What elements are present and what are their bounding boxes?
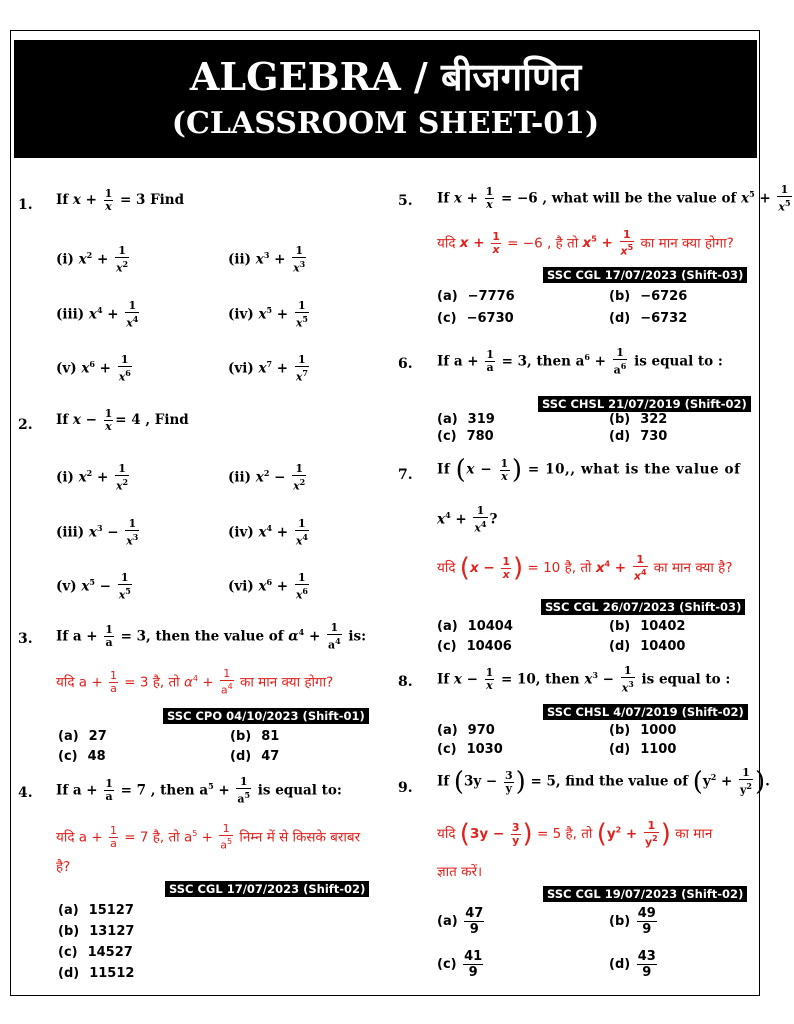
q1-part-i: (i) $x^2$ + $\frac{1}{x^2}$ (56, 244, 129, 275)
q7-option-d[interactable]: (d) 10400 (609, 639, 686, 654)
q8-exam-tag: SSC CHSL 4/07/2019 (Shift-02) (543, 704, 748, 720)
q6-number: 6. (398, 356, 413, 372)
q2-part-iii: (iii) $x^3$ − $\frac{1}{x^3}$ (56, 517, 139, 548)
q7-text-cont: $x^4$ + $\frac{1}{x^4}$ ? (437, 504, 498, 535)
q4-hindi: यदि a + $\frac{1}{a}$ = 7 है, तो $a^5$ + $\frac{1}{a^5}$ निम्न में से किसके बराबर (56, 822, 361, 852)
q9-option-d[interactable]: (d) $\frac{43}{9}$ (609, 949, 656, 980)
q7-option-a[interactable]: (a) 10404 (437, 619, 513, 634)
q3-option-d[interactable]: (d) 47 (230, 749, 280, 764)
q2-part-i: (i) $x^2$ + $\frac{1}{x^2}$ (56, 462, 129, 493)
q3-text: If a + $\frac{1}{a}$ = 3, then the value of $\alpha^4$ + $\frac{1}{a^4}$ is: (56, 621, 367, 652)
q5-text: If x + $\frac{1}{x}$ = −6 , what will be the value of $x^5$ + $\frac{1}{x^5}$ (437, 183, 791, 214)
q9-text: If (3y − $\frac{3}{y}$ ) = 5, find the value of ($y^2$ + $\frac{1}{y^2}$ ). (437, 766, 770, 797)
q1-part-vi: (vi) $x^7$ + $\frac{1}{x^7}$ (228, 353, 308, 384)
q2-part-iv: (iv) $x^4$ + $\frac{1}{x^4}$ (228, 517, 308, 548)
q8-option-c[interactable]: (c) 1030 (437, 742, 503, 757)
q7-number: 7. (398, 467, 413, 483)
q1-part-iv: (iv) $x^5$ + $\frac{1}{x^5}$ (228, 299, 308, 330)
q1-text: If x + $\frac{1}{x}$ = 3 Find (56, 187, 185, 213)
q4-option-b[interactable]: (b) 13127 (58, 924, 135, 939)
q7-option-b[interactable]: (b) 10402 (609, 619, 686, 634)
sheet-header (14, 40, 757, 158)
q8-option-b[interactable]: (b) 1000 (609, 723, 677, 738)
q3-option-a[interactable]: (a) 27 (58, 729, 107, 744)
q7-exam-tag: SSC CGL 26/07/2023 (Shift-03) (541, 599, 745, 615)
q3-option-b[interactable]: (b) 81 (230, 729, 280, 744)
q5-option-a[interactable]: (a) −7776 (437, 289, 515, 304)
q4-option-a[interactable]: (a) 15127 (58, 903, 134, 918)
q2-part-ii: (ii) $x^2$ − $\frac{1}{x^2}$ (228, 462, 306, 493)
q1-number: 1. (18, 197, 33, 213)
q7-hindi: यदि (x − $\frac{1}{x}$ ) = 10 है, तो $x^4$ + $\frac{1}{x^4}$ का मान क्या है? (437, 552, 733, 583)
q1-part-iii: (iii) $x^4$ + $\frac{1}{x^4}$ (56, 299, 139, 330)
page-subtitle: (CLASSROOM SHEET-01) (171, 106, 600, 141)
q9-exam-tag: SSC CGL 19/07/2023 (Shift-02) (543, 886, 747, 902)
q9-number: 9. (398, 780, 413, 796)
q4-text: If a + $\frac{1}{a}$ = 7 , then $a^5$ + $\frac{1}{a^5}$ is equal to: (56, 775, 342, 806)
q5-option-c[interactable]: (c) −6730 (437, 311, 514, 326)
q5-number: 5. (398, 193, 413, 209)
q8-option-a[interactable]: (a) 970 (437, 723, 495, 738)
q9-option-b[interactable]: (b) $\frac{49}{9}$ (609, 906, 656, 937)
q2-part-v: (v) $x^5$ − $\frac{1}{x^5}$ (56, 571, 131, 602)
q8-number: 8. (398, 674, 413, 690)
q2-text: If x − $\frac{1}{x}$ = 4 , Find (56, 407, 189, 433)
q3-hindi: यदि a + $\frac{1}{a}$ = 3 है, तो $\alpha^4$ + $\frac{1}{a^4}$ का मान क्या होगा? (56, 667, 334, 697)
q7-option-c[interactable]: (c) 10406 (437, 639, 512, 654)
q4-exam-tag: SSC CGL 17/07/2023 (Shift-02) (165, 881, 369, 897)
q9-option-a[interactable]: (a) $\frac{47}{9}$ (437, 906, 484, 937)
q9-hindi-cont: ज्ञात करें। (437, 864, 483, 880)
q6-text: If a + $\frac{1}{a}$ = 3, then $a^6$ + $\frac{1}{a^6}$ is equal to : (437, 346, 723, 377)
q3-number: 3. (18, 631, 33, 647)
q4-hindi-cont: है? (56, 859, 71, 875)
q4-option-d[interactable]: (d) 11512 (58, 966, 135, 981)
q6-option-a[interactable]: (a) 319 (437, 412, 495, 427)
q5-exam-tag: SSC CGL 17/07/2023 (Shift-03) (543, 267, 747, 283)
q2-part-vi: (vi) $x^6$ + $\frac{1}{x^6}$ (228, 571, 308, 602)
q5-option-b[interactable]: (b) −6726 (609, 289, 688, 304)
q5-option-d[interactable]: (d) −6732 (609, 311, 688, 326)
q4-option-c[interactable]: (c) 14527 (58, 945, 133, 960)
q3-option-c[interactable]: (c) 48 (58, 749, 106, 764)
page-title: ALGEBRA / बीजगणित (189, 54, 582, 99)
q7-text: If (x − $\frac{1}{x}$ ) = 10,, what is the value of (437, 455, 741, 485)
q6-option-c[interactable]: (c) 780 (437, 429, 494, 444)
q2-number: 2. (18, 417, 33, 433)
q4-number: 4. (18, 785, 33, 801)
q6-exam-tag: SSC CHSL 21/07/2019 (Shift-02) (538, 396, 751, 412)
q9-option-c[interactable]: (c) $\frac{41}{9}$ (437, 949, 483, 980)
q6-option-b[interactable]: (b) 322 (609, 412, 668, 427)
q8-option-d[interactable]: (d) 1100 (609, 742, 677, 757)
q5-hindi: यदि x + $\frac{1}{x}$ = −6 , है तो $x^5$ + $\frac{1}{x^5}$ का मान क्या होगा? (437, 228, 734, 258)
q1-part-v: (v) $x^6$ + $\frac{1}{x^6}$ (56, 353, 131, 384)
q9-hindi: यदि (3y − $\frac{3}{y}$ ) = 5 है, तो ($y^2$ + $\frac{1}{y^2}$ ) का मान (437, 818, 713, 849)
q8-text: If x − $\frac{1}{x}$ = 10, then $x^3$ − $\frac{1}{x^3}$ is equal to : (437, 664, 731, 695)
q3-exam-tag: SSC CPO 04/10/2023 (Shift-01) (163, 708, 369, 724)
q6-option-d[interactable]: (d) 730 (609, 429, 668, 444)
q1-part-ii: (ii) $x^3$ + $\frac{1}{x^3}$ (228, 244, 306, 275)
